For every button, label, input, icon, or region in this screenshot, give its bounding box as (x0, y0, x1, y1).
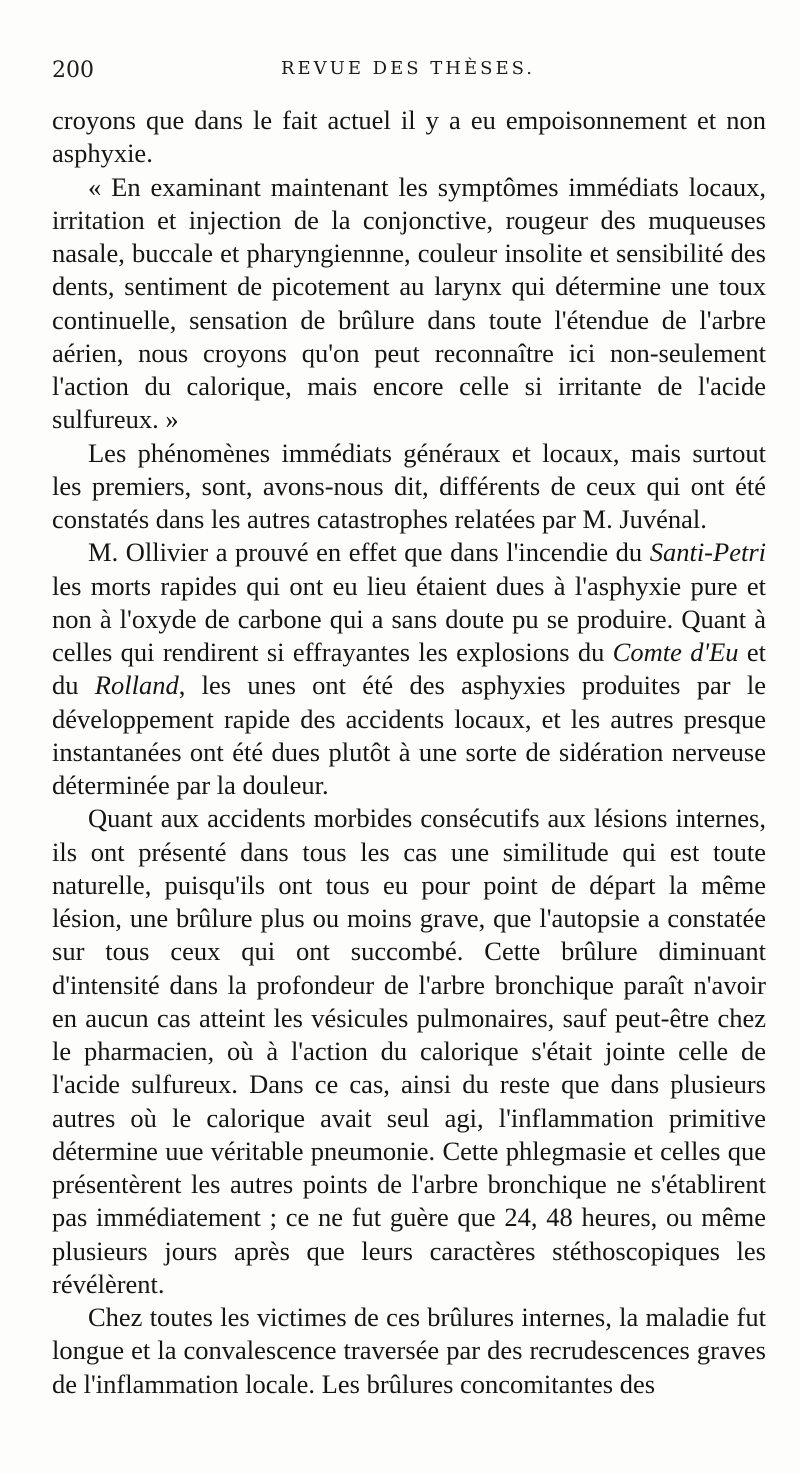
paragraph-text: Les phénomènes immédiats généraux et locaux, mais surtout les premiers, sont, avons-nous dit, différents de ceux qui ont été constatés dans les autres catastrophes relatées par M. Juvénal. (52, 437, 766, 534)
running-title: REVUE DES THÈSES. (280, 58, 536, 79)
paragraph-text: Quant aux accidents morbides consécutifs aux lésions internes, ils ont présenté dans tous les cas une similitude qui est toute naturelle, puisqu'ils ont tous eu pour point de départ la même lésion, une brûlure plus ou moins grave, que l'autopsie a constatée sur tous ceux qui ont succombé. Cette brûlure diminuant d'intensité dans la profondeur de l'arbre bronchique paraît n'avoir en aucun cas atteint les vésicules pulmonaires, sauf peut-être chez le pharmacien, où à l'action du calorique s'était jointe celle de l'acide sulfureux. Dans ce cas, ainsi du reste que dans plusieurs autres où le calorique avait seul agi, l'inflammation primitive détermine uue véritable pneumonie. Cette phlegmasie et celles que présentèrent les autres points de l'arbre bronchique ne s'établirent pas immédiatement ; ce ne fut guère que 24, 48 heures, ou même plusieurs jours après que leurs caractères stéthoscopiques les révélèrent. (52, 803, 766, 1299)
paragraph-text: Chez toutes les victimes de ces brûlures internes, la maladie fut longue et la convalescence traversée par des recrudescences graves de l'inflammation locale. Les brûlures concomitantes des (52, 1302, 766, 1399)
paragraph (52, 437, 766, 537)
paragraph-text: « En examinant maintenant les symptômes immédiats locaux, irritation et injection de la conjonctive, rougeur des muqueuses nasale, buccale et pharyngiennne, couleur insolite et sensibilité des dents, sentiment de picotement au larynx qui détermine une toux continuelle, sensation de brûlure dans toute l'étendue de l'arbre aérien, nous croyons qu'on peut reconnaître ici non-seulement l'action du calorique, mais encore celle si irritante de l'acide sulfureux. » (52, 171, 766, 435)
body-text (52, 104, 766, 1401)
paragraph (52, 536, 766, 802)
paragraph (52, 1301, 766, 1401)
paragraph-text: les morts rapides qui ont eu lieu étaient dues à l'asphyxie pure et non à l'oxyde de carbone qui a sans doute pu se produire. Quant à celles qui rendirent si effrayantes les explosions du (52, 570, 766, 667)
paragraph-quotation (52, 171, 766, 437)
paragraph-text: M. Ollivier a prouvé en effet que dans l'incendie du (88, 537, 650, 568)
paragraph-text: et du (52, 637, 767, 701)
ship-name-santi-petri: Santi-Petri (649, 537, 766, 568)
paragraph-text: croyons que dans le fait actuel il y a eu empoisonnement et non asphyxie. (52, 105, 766, 169)
page-header (52, 58, 764, 90)
ship-name-rolland: Rolland (94, 670, 179, 701)
ship-name-comte-d-eu: Comte d'Eu (612, 637, 739, 667)
page-number: 200 (52, 58, 94, 83)
paragraph-continuation (52, 104, 766, 171)
paragraph (52, 802, 766, 1301)
paragraph-text: , les unes ont été des asphyxies produites par le développement rapide des accidents locaux, et les autres presque instantanées ont été dues plutôt à une sorte de sidération nerveuse déterminée par la douleur. (52, 670, 767, 800)
